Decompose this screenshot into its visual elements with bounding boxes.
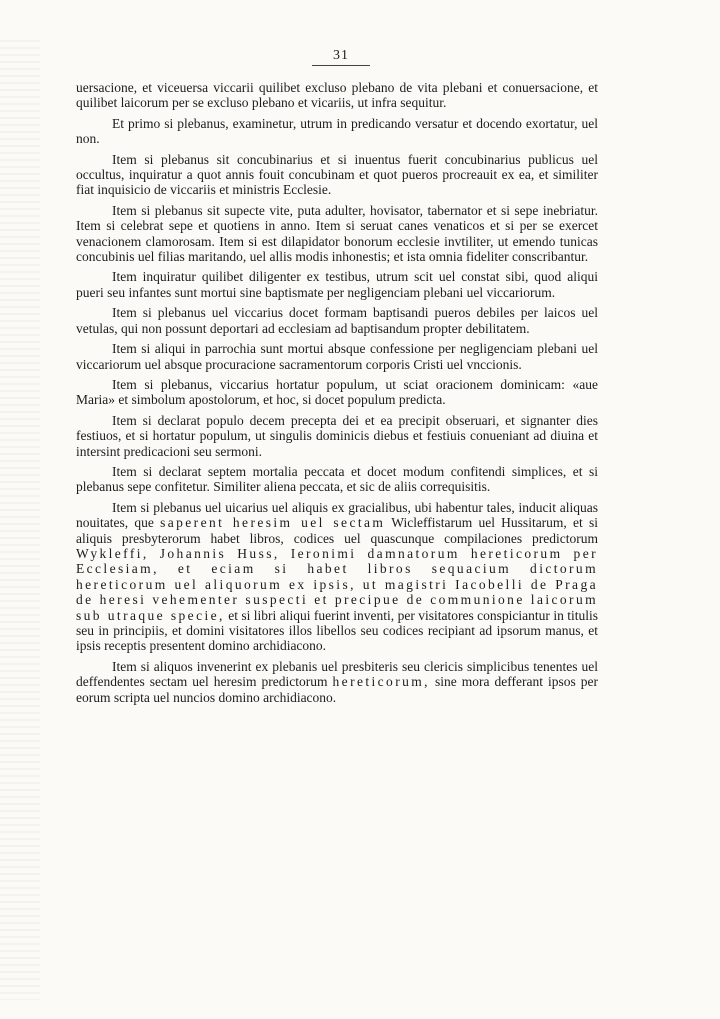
paragraph-text: Item si plebanus uel uicarius uel aliquis ex gracialibus, ubi habentur tales, inducit aliquas nouitates, que <box>76 499 598 531</box>
paragraph-text: Item si plebanus, viccarius hortatur populum, ut sciat oracionem dominicam: «aue Maria» et simbolum apostolorum, et hoc, si docet populum predicta. <box>76 376 598 408</box>
paragraph <box>76 269 598 300</box>
paragraph-text: Et primo si plebanus, examinetur, utrum in predicando versatur et docendo exortatur, uel non. <box>76 115 598 147</box>
paragraph <box>76 203 598 265</box>
spaced-emphasis-text: Wykleffi, Johannis Huss, Ieronimi damnatorum hereticorum per Ecclesiam, et eciam si habet libros sequacium dictorum hereticorum uel aliquorum ex ipsis, ut magistri Iacobelli de Praga de heresi vehementer suspecti et precipue de communione laicorum sub utraque specie, <box>76 545 598 623</box>
document-body <box>76 80 598 710</box>
paragraph <box>76 152 598 198</box>
paragraph-text: Item si plebanus uel viccarius docet formam baptisandi pueros debiles per laicos uel vetulas, qui non possunt deportari ad ecclesiam ad baptisandum propter debilitatem. <box>76 305 598 336</box>
paragraph-text: Item si plebanus sit supecte vite, puta adulter, hovisator, tabernator et si sepe inebriatur. Item si celebrat sepe et quotiens in anno. Item si seruat canes venaticos et si per se exercet venacionem clamorosam. Item si est dilapidator bonorum ecclesie invtiliter, ut emendo tunicas concubinis uel filias maritando, uel allis modis inhonestis; et ista omnia fideliter conscribantur. <box>76 202 598 265</box>
paragraph <box>76 659 598 705</box>
spaced-emphasis-text: saperent heresim uel sectam <box>160 515 386 531</box>
paragraph-text: Item si plebanus sit concubinarius et si inuentus fuerit concubinarius publicus uel occultus, inquiratur a quot annis fouit concubinam et quot pueros procreauit ex ea, et similiter fiat inquisicio de viccariis et ministris Ecclesie. <box>76 151 598 198</box>
paragraph-text: Wicleffistarum uel Hussitarum, et si aliquis presbyterorum habet libros, codices uel quascunque compilaciones predictorum <box>76 515 599 546</box>
paragraph-text: Item si declarat populo decem precepta dei et ea precipit obseruari, et signanter dies festiuos, et si hortatur populum, ut singulis dominicis diebus et festiuis conueniant ad diuina et intersint predicacioni seu sermoni. <box>76 412 598 459</box>
paragraph <box>76 413 598 459</box>
paragraph <box>76 305 598 336</box>
paragraph-text: uersacione, et viceuersa viccarii quilibet excluso plebano de vita plebani et conuersacione, et quilibet laicorum per se excluso plebano et vicariis, ut infra sequitur. <box>76 80 598 111</box>
paragraph-text: sine mora defferant ipsos per eorum scripta uel nuncios domino archidiacono. <box>76 674 599 705</box>
spaced-emphasis-text: hereticorum, <box>332 674 430 690</box>
paragraph-text: Item si aliquos invenerint ex plebanis uel presbiteris seu clericis simplicibus tenentes uel deffendentes sectam uel heresim predictorum <box>76 658 598 690</box>
paragraph-text: Item inquiratur quilibet diligenter ex testibus, utrum scit uel constat sibi, quod aliqui pueri seu infantes sunt mortui sine baptismate per negligenciam plebani uel viccariorum. <box>76 269 598 300</box>
paragraph <box>76 116 598 147</box>
page-number: 31 <box>312 48 370 66</box>
paragraph <box>76 377 598 408</box>
paragraph <box>76 341 598 372</box>
paragraph <box>76 464 598 495</box>
paragraph-text: et si libri aliqui fuerint inventi, per visitatores conspiciantur in titulis seu in principiis, et domini visitatores illos libellos seu codices recipiant ad ipsorum manus, et ipsis receptis presentent domino archidiacono. <box>76 607 598 654</box>
paragraph <box>76 500 598 654</box>
paragraph-text: Item si declarat septem mortalia peccata et docet modum confitendi simplices, et si plebanus sepe confitetur. Similiter aliena peccata, et sic de aliis correquisitis. <box>76 463 598 495</box>
paragraph-text: Item si aliqui in parrochia sunt mortui absque confessione per negligenciam plebani uel viccariorum uel absque procuracione sacramentorum corporis Cristi uel vnccionis. <box>76 341 598 372</box>
scan-gutter <box>0 40 40 1000</box>
paragraph <box>76 80 598 111</box>
